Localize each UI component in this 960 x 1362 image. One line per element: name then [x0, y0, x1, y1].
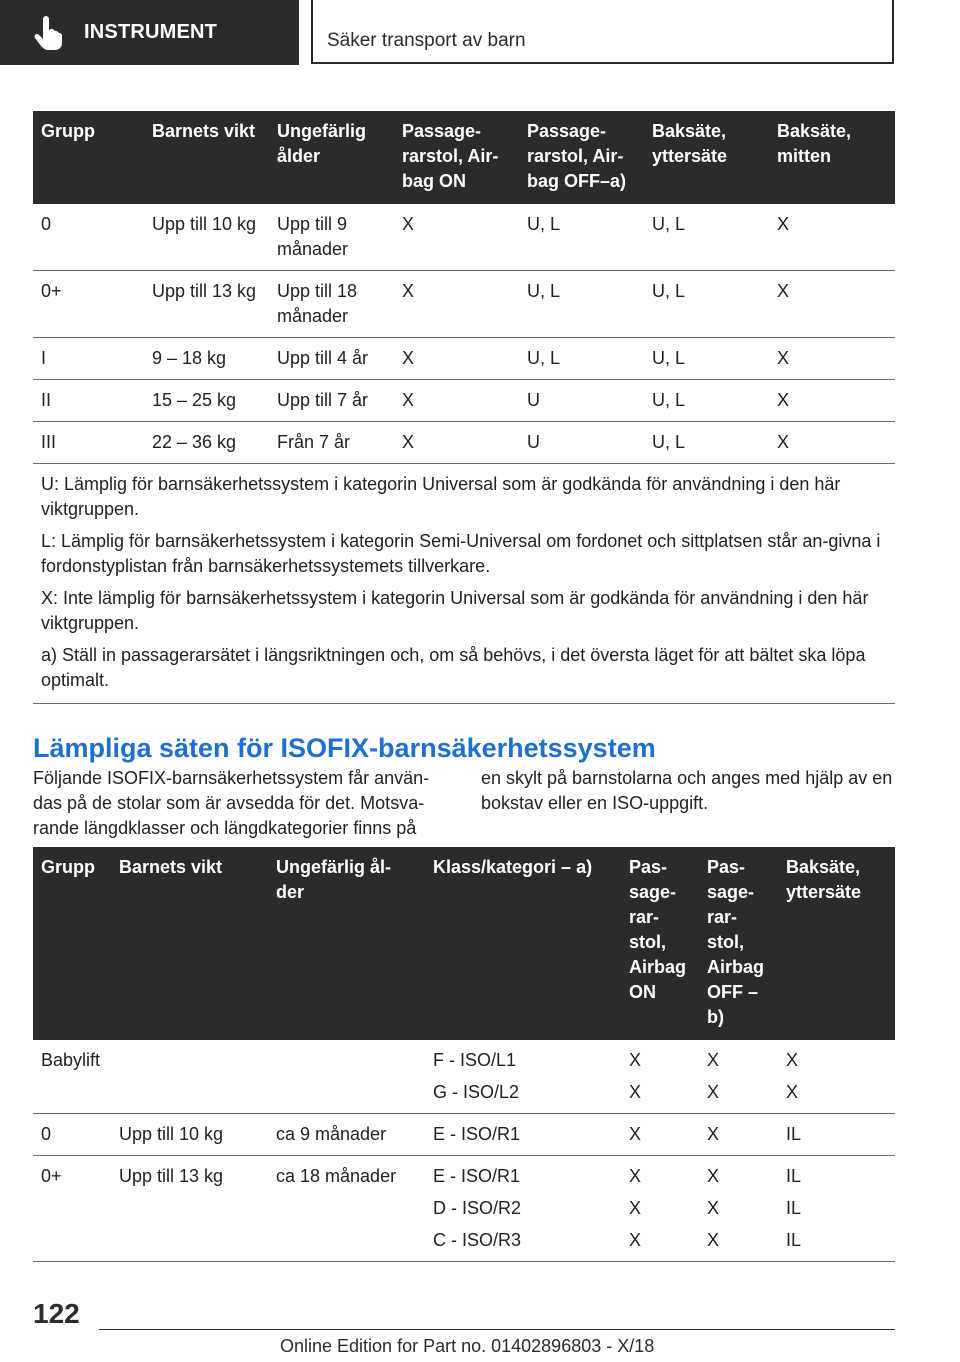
note-l: L: Lämplig för barnsäkerhetssystem i kategorin Semi-Universal om fordonet och sittplatsen står an-givna i fordonstyplistan från barnsäkerhetssystemets tillverkare.	[41, 531, 881, 576]
cell-line: X	[707, 1124, 720, 1144]
isofix-seat-table	[33, 847, 895, 1262]
table-cell	[778, 1114, 895, 1156]
cell-line: G - ISO/L2	[433, 1082, 520, 1102]
cell-line: IL	[786, 1124, 802, 1144]
cell-line: X	[707, 1230, 720, 1250]
cell-line: X	[629, 1050, 642, 1070]
table-cell: X	[394, 422, 519, 464]
cell-line: X	[786, 1082, 799, 1102]
table-cell: 0	[33, 1114, 111, 1156]
column-header: Pas-sage-rar-stol, Airbag ON	[621, 847, 699, 1040]
table-cell	[699, 1114, 778, 1156]
table-row	[33, 271, 895, 338]
table-cell	[621, 1040, 699, 1114]
header-section-title: INSTRUMENT	[84, 21, 218, 43]
table-cell: U, L	[519, 271, 644, 338]
column-header: Baksäte, yttersäte	[644, 111, 769, 204]
cell-line: IL	[786, 1230, 802, 1250]
cell-line: D - ISO/R2	[433, 1198, 522, 1218]
cell-line: X	[707, 1166, 720, 1186]
header-subtitle-box	[311, 0, 894, 64]
table-row	[33, 338, 895, 380]
column-header: Baksäte, yttersäte	[778, 847, 895, 1040]
cell-line: F - ISO/L1	[433, 1050, 517, 1070]
table-row	[33, 1114, 895, 1156]
table-cell: 0+	[33, 271, 144, 338]
cell-line: X	[629, 1082, 642, 1102]
table-cell	[268, 1040, 425, 1114]
column-header: Grupp	[33, 847, 111, 1040]
table-cell: U, L	[644, 338, 769, 380]
column-header: Barnets vikt	[111, 847, 268, 1040]
cell-line: X	[629, 1166, 642, 1186]
header-section-tab	[0, 0, 299, 65]
table-cell: X	[769, 204, 895, 271]
table-cell: Upp till 18 månader	[269, 271, 394, 338]
table-cell: Upp till 10 kg	[111, 1114, 268, 1156]
table-row	[33, 1156, 895, 1262]
table-notes	[33, 464, 895, 704]
table-cell: II	[33, 380, 144, 422]
table-cell: X	[394, 338, 519, 380]
table-cell	[621, 1156, 699, 1262]
cell-line: IL	[786, 1166, 802, 1186]
table-header-row	[33, 111, 895, 204]
page-number: 122	[33, 1298, 80, 1329]
table-cell: ca 18 månader	[268, 1156, 425, 1262]
table-cell: X	[769, 380, 895, 422]
table-cell: 9 – 18 kg	[144, 338, 269, 380]
table-row	[33, 422, 895, 464]
column-header: Barnets vikt	[144, 111, 269, 204]
table-cell: Upp till 10 kg	[144, 204, 269, 271]
note-a: a) Ställ in passagerarsätet i längsriktningen och, om så behövs, i det översta läget för att bältet ska löpa optimalt.	[41, 645, 866, 690]
table-cell: 15 – 25 kg	[144, 380, 269, 422]
table-cell: I	[33, 338, 144, 380]
intro-text-col2: en skylt på barnstolarna och anges med hjälp av en bokstav eller en ISO-uppgift.	[481, 768, 893, 813]
table-cell: U, L	[519, 204, 644, 271]
cell-line: X	[629, 1198, 642, 1218]
table-cell: U	[519, 422, 644, 464]
cell-line: E - ISO/R1	[433, 1124, 521, 1144]
column-header: Grupp	[33, 111, 144, 204]
column-header: Pas-sage-rar-stol, Airbag OFF – b)	[699, 847, 778, 1040]
table-cell	[778, 1040, 895, 1114]
table-cell	[425, 1040, 621, 1114]
cell-line: X	[707, 1050, 720, 1070]
table-cell	[425, 1156, 621, 1262]
header-subtitle: Säker transport av barn	[327, 30, 526, 51]
table-cell: Upp till 13 kg	[144, 271, 269, 338]
table-cell: Från 7 år	[269, 422, 394, 464]
hand-pointer-icon	[34, 15, 70, 51]
table-row	[33, 380, 895, 422]
column-header: Baksäte, mitten	[769, 111, 895, 204]
table-cell: X	[769, 271, 895, 338]
table-cell: U, L	[644, 422, 769, 464]
footer-divider	[99, 1329, 895, 1330]
table-cell: 22 – 36 kg	[144, 422, 269, 464]
table-cell: X	[394, 271, 519, 338]
cell-line: X	[786, 1050, 799, 1070]
table-cell: Babylift	[33, 1040, 111, 1114]
table-cell: U, L	[644, 271, 769, 338]
table-cell	[699, 1156, 778, 1262]
note-u: U: Lämplig för barnsäkerhetssystem i kategorin Universal som är godkända för användning i den här viktgruppen.	[41, 474, 841, 519]
table-cell: ca 9 månader	[268, 1114, 425, 1156]
cell-line: E - ISO/R1	[433, 1166, 521, 1186]
table-cell: Upp till 7 år	[269, 380, 394, 422]
cell-line: C - ISO/R3	[433, 1230, 522, 1250]
note-x: X: Inte lämplig för barnsäkerhetssystem i kategorin Universal som är godkända för användning i den här viktgruppen.	[41, 588, 869, 633]
intro-text-col1: Följande ISOFIX-barnsäkerhetssystem får använ-das på de stolar som är avsedda för det. Motsva-rande längdklasser och längdkategorier finns på	[33, 768, 430, 838]
table-row	[33, 204, 895, 271]
table-cell	[778, 1156, 895, 1262]
child-seat-group-table	[33, 111, 895, 704]
table-header-row	[33, 847, 895, 1040]
table-cell: Upp till 4 år	[269, 338, 394, 380]
table-cell: Upp till 13 kg	[111, 1156, 268, 1262]
table-cell: 0	[33, 204, 144, 271]
table-cell: X	[769, 338, 895, 380]
cell-line: X	[707, 1082, 720, 1102]
cell-line: IL	[786, 1198, 802, 1218]
column-header: Klass/kategori – a)	[425, 847, 621, 1040]
table-cell: X	[394, 380, 519, 422]
cell-line: X	[629, 1230, 642, 1250]
footer-edition-text: Online Edition for Part no. 01402896803 - X/18	[280, 1336, 655, 1356]
table-cell	[425, 1114, 621, 1156]
table-cell: Upp till 9 månader	[269, 204, 394, 271]
column-header: Passage-rarstol, Air-bag ON	[394, 111, 519, 204]
table-notes-row	[33, 464, 895, 704]
table-cell: 0+	[33, 1156, 111, 1262]
section-heading: Lämpliga säten för ISOFIX-barnsäkerhetssystem	[33, 733, 656, 763]
table-cell: U, L	[644, 380, 769, 422]
table-cell: X	[769, 422, 895, 464]
table-cell: U, L	[644, 204, 769, 271]
table-cell	[699, 1040, 778, 1114]
table-cell: U	[519, 380, 644, 422]
cell-line: X	[707, 1198, 720, 1218]
column-header: Ungefärlig ål-der	[268, 847, 425, 1040]
table-cell: X	[394, 204, 519, 271]
cell-line: X	[629, 1124, 642, 1144]
table-cell: III	[33, 422, 144, 464]
column-header: Ungefärlig ålder	[269, 111, 394, 204]
table-cell	[111, 1040, 268, 1114]
column-header: Passage-rarstol, Air-bag OFF–a)	[519, 111, 644, 204]
table-cell: U, L	[519, 338, 644, 380]
table-row	[33, 1040, 895, 1114]
table-cell	[621, 1114, 699, 1156]
